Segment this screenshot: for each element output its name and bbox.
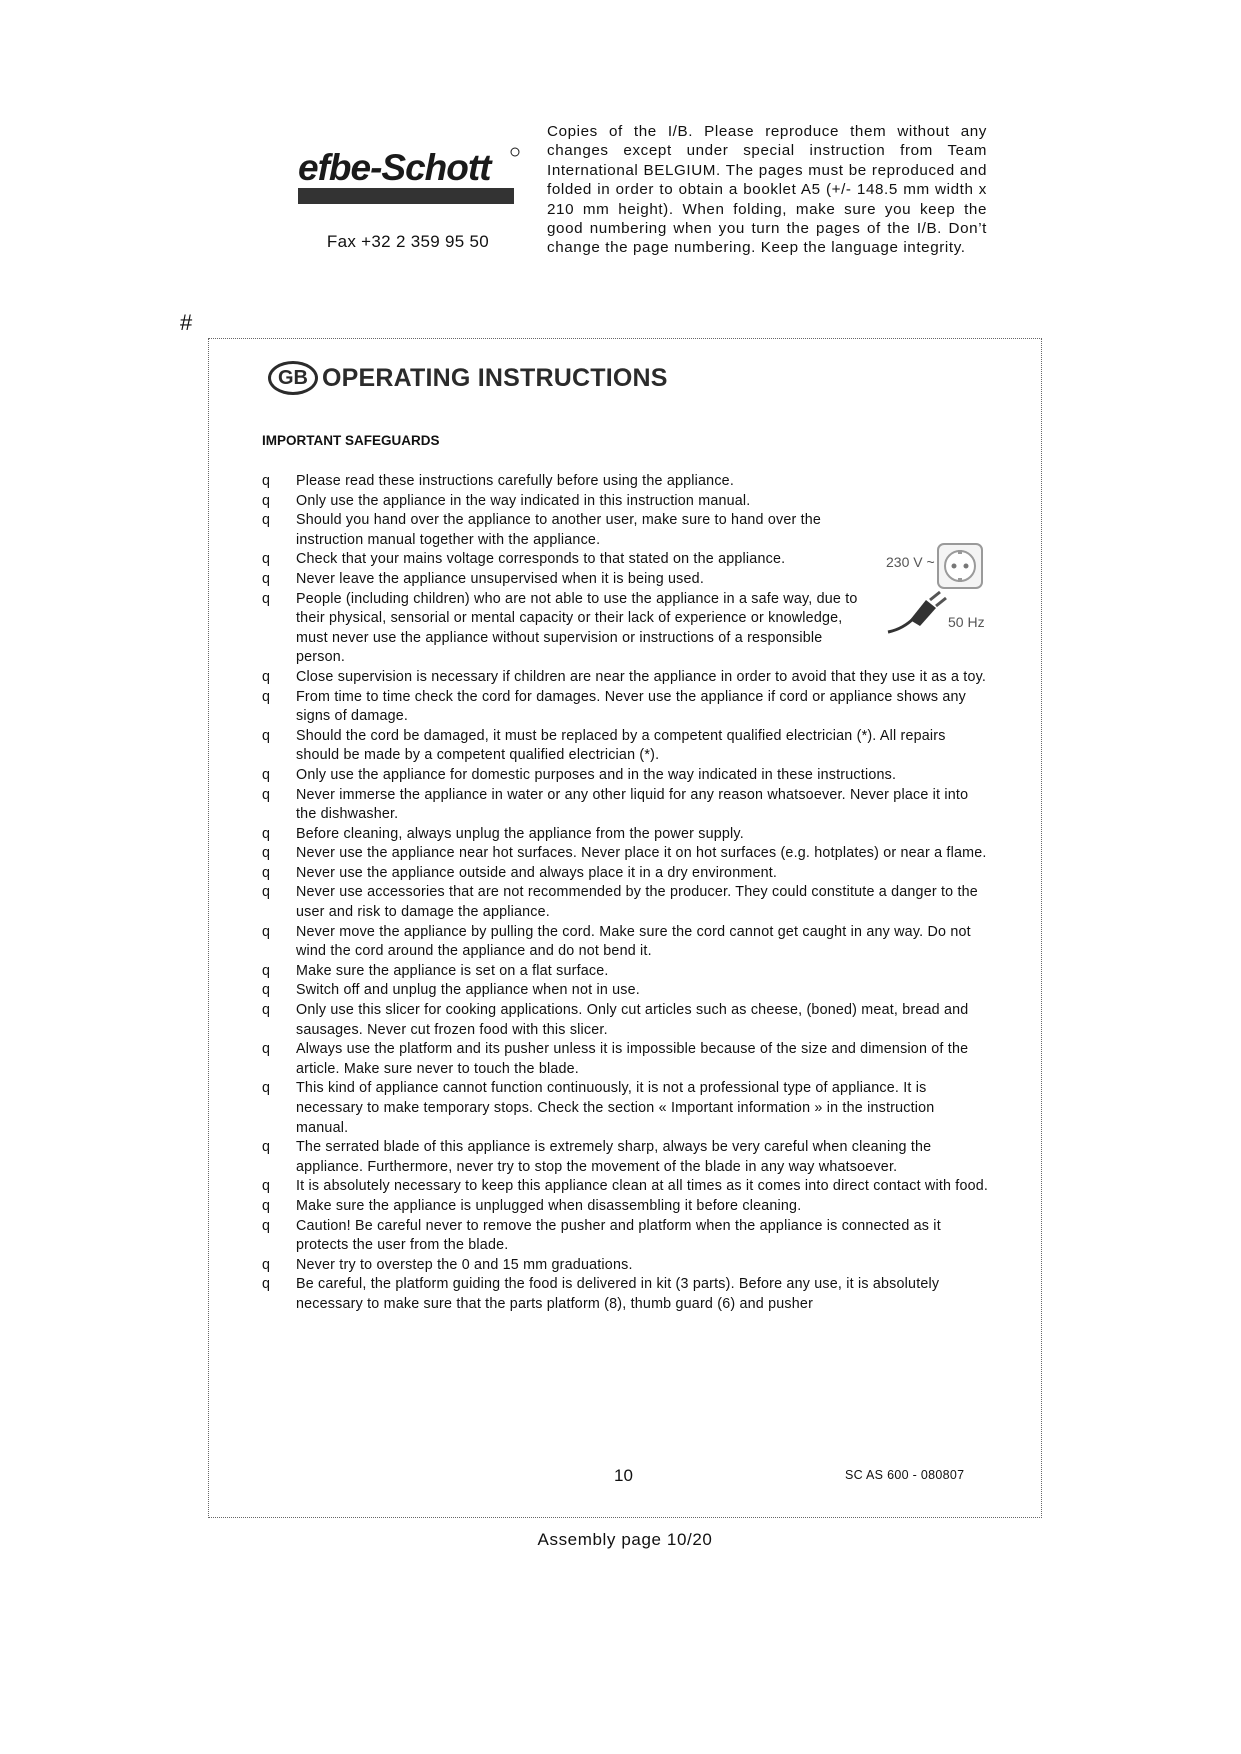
frequency-label: 50 Hz — [948, 614, 985, 630]
list-item — [262, 727, 990, 766]
list-item-text: Switch off and unplug the appliance when not in use. — [296, 982, 640, 999]
bullet-marker: q — [262, 492, 271, 509]
bullet-marker: q — [262, 512, 271, 529]
bullet-marker: q — [262, 1041, 271, 1058]
list-item-text: Please read these instructions carefully before using the appliance. — [296, 473, 734, 489]
voltage-figure — [878, 538, 994, 648]
bullet-marker: q — [262, 923, 271, 940]
list-item-text: Never try to overstep the 0 and 15 mm graduations. — [296, 1256, 633, 1273]
bullet-marker: q — [262, 982, 271, 999]
list-item — [262, 1001, 990, 1040]
list-item — [262, 1138, 990, 1177]
language-badge: GB — [268, 361, 318, 395]
list-item — [262, 766, 990, 786]
list-item-text: The serrated blade of this appliance is extremely sharp, always be very careful when cleaning the appliance. Furthermore, never try to stop the movement of the blade in any way whatsoever. — [296, 1139, 932, 1175]
bullet-marker: q — [262, 1139, 271, 1156]
list-item-text: Only use the appliance in the way indicated in this instruction manual. — [296, 492, 751, 509]
power-plug-icon — [886, 590, 948, 636]
bullet-marker: q — [262, 825, 271, 842]
list-item-text: Caution! Be careful never to remove the pusher and platform when the appliance is connected as it protects the user from the blade. — [296, 1217, 941, 1254]
list-item-text: This kind of appliance cannot function continuously, it is not a professional type of appliance. It is necessary to make temporary stops. Check the section « Important information » in the instruction manual. — [296, 1080, 935, 1136]
list-item-text: Make sure the appliance is unplugged when disassembling it before cleaning. — [296, 1197, 802, 1214]
list-item — [262, 1079, 990, 1138]
list-item-text: Never use the appliance outside and always place it in a dry environment. — [296, 864, 778, 881]
bullet-marker: q — [262, 668, 271, 685]
list-item-text: Never use the appliance near hot surfaces. Never place it on hot surfaces (e.g. hotplates) or near a flame. — [296, 845, 987, 862]
bullet-marker: q — [262, 884, 271, 901]
voltage-label: 230 V ~ — [886, 554, 935, 570]
list-item — [262, 1177, 990, 1197]
bullet-marker: q — [262, 1217, 271, 1234]
list-item — [262, 1275, 990, 1314]
list-item-text: Should the cord be damaged, it must be replaced by a competent qualified electrician (*). All repairs should be made by a competent qualified electrician (*). — [296, 727, 946, 764]
list-item-text: Before cleaning, always unplug the appliance from the power supply. — [296, 825, 744, 842]
list-item-text: Only use this slicer for cooking applications. Only cut articles such as cheese, (boned) meat, bread and sausages. Never cut frozen food with this slicer. — [296, 1002, 969, 1038]
brand-logo — [296, 140, 520, 206]
list-item-text: Check that your mains voltage corresponds to that stated on the appliance. — [296, 551, 786, 568]
list-item-text: People (including children) who are not able to use the appliance in a safe way, due to their physical, sensorial or mental capacity or their lack of experience or knowledge, must never use the appliance without supervision or instructions of a responsible person. — [296, 590, 858, 666]
list-item-text: It is absolutely necessary to keep this appliance clean at all times as it comes into direct contact with food. — [296, 1178, 989, 1195]
list-item — [262, 1256, 990, 1276]
list-item-text: Never immerse the appliance in water or any other liquid for any reason whatsoever. Never place it into the dishwasher. — [296, 786, 969, 823]
list-item-text: Make sure the appliance is set on a flat surface. — [296, 962, 609, 979]
bullet-marker: q — [262, 688, 271, 705]
bullet-marker: q — [262, 1256, 271, 1273]
list-item-text: Only use the appliance for domestic purposes and in the way indicated in these instructions. — [296, 766, 897, 783]
list-item-text: Always use the platform and its pusher unless it is impossible because of the size and dimension of the article. Make sure never to touch the blade. — [296, 1041, 969, 1077]
list-item — [262, 923, 990, 962]
page-number: 10 — [614, 1466, 633, 1485]
bullet-marker: q — [262, 551, 271, 568]
list-item-text: Never leave the appliance unsupervised when it is being used. — [296, 570, 704, 587]
list-item-text: Close supervision is necessary if children are near the appliance in order to avoid that they use it as a toy. — [296, 668, 987, 685]
bullet-marker: q — [262, 845, 271, 862]
list-item-text: Be careful, the platform guiding the food is delivered in kit (3 parts). Before any use, it is absolutely necessary to make sure that the parts platform (8), thumb guard (6) and pusher — [296, 1276, 940, 1312]
list-item-text: Never use accessories that are not recommended by the producer. They could constitute a danger to the user and risk to damage the appliance. — [296, 884, 978, 921]
bullet-marker: q — [262, 473, 271, 489]
safeguards-heading: IMPORTANT SAFEGUARDS — [262, 433, 440, 448]
section-heading — [268, 358, 668, 398]
fax-number: Fax +32 2 359 95 50 — [326, 232, 490, 251]
list-item — [262, 844, 990, 864]
bullet-marker: q — [262, 1002, 271, 1019]
list-item — [262, 688, 990, 727]
bullet-marker: q — [262, 766, 271, 783]
list-item — [262, 1197, 990, 1217]
power-socket-icon — [936, 542, 984, 590]
bullet-marker: q — [262, 1178, 271, 1195]
list-item-text: Should you hand over the appliance to another user, make sure to hand over the instruction manual together with the appliance. — [296, 512, 822, 548]
list-item — [262, 864, 990, 884]
list-item — [262, 883, 990, 922]
brand-logo-wordmark: efbe-Schott — [298, 147, 491, 188]
bullet-marker: q — [262, 786, 271, 803]
list-item — [262, 668, 990, 688]
bullet-marker: q — [262, 1080, 271, 1097]
document-code: SC AS 600 - 080807 — [845, 1468, 965, 1482]
list-item — [262, 1040, 990, 1079]
bullet-marker: q — [262, 1276, 271, 1293]
list-item — [262, 472, 990, 492]
list-item — [262, 492, 990, 512]
bullet-marker: q — [262, 962, 271, 979]
section-title: OPERATING INSTRUCTIONS — [322, 363, 668, 392]
bullet-marker: q — [262, 864, 271, 881]
bullet-marker: q — [262, 570, 271, 587]
assembly-page-label: Assembly page 10/20 — [537, 1530, 713, 1549]
list-item — [262, 981, 990, 1001]
list-item-text: From time to time check the cord for damages. Never use the appliance if cord or appliance shows any signs of damage. — [296, 688, 967, 725]
bullet-marker: q — [262, 1197, 271, 1214]
list-item — [262, 1217, 990, 1256]
page-marker: # — [180, 310, 193, 335]
list-item — [262, 786, 990, 825]
bullet-marker: q — [262, 727, 271, 744]
list-item — [262, 825, 990, 845]
reproduction-note: Copies of the I/B. Please reproduce them without any changes except under special instruction from Team International BELGIUM. The pages must be reproduced and folded in order to obtain a booklet A5 (+/- 148.5 mm width x 210 mm height). When folding, make sure you keep the good numbering when you turn the pages of the I/B. Don’t change the page numbering. Keep the language integrity. — [547, 123, 987, 257]
list-item — [262, 962, 990, 982]
bullet-marker: q — [262, 590, 271, 607]
list-item-text: Never move the appliance by pulling the cord. Make sure the cord cannot get caught in any way. Do not wind the cord around the appliance and do not bend it. — [296, 923, 971, 960]
